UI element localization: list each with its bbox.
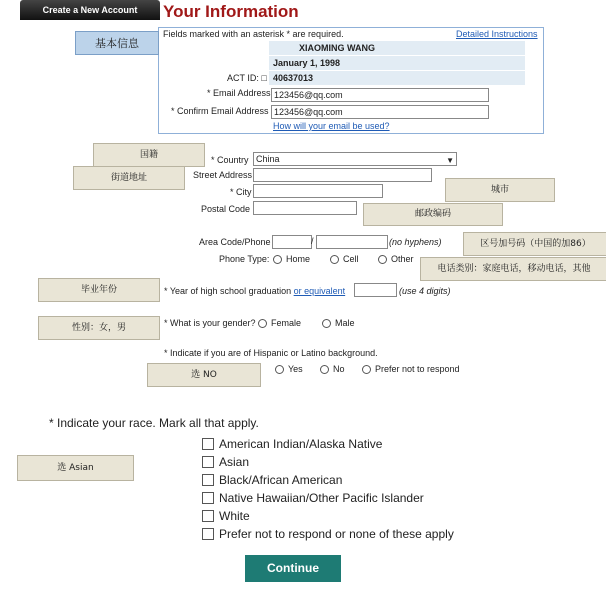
callout-postal: 邮政编码 <box>363 203 503 226</box>
gender-male[interactable] <box>322 318 355 328</box>
name-value: XIAOMING WANG <box>299 43 375 53</box>
race-checkbox-prefer-not[interactable] <box>202 528 214 540</box>
street-label: Street Address <box>193 170 253 180</box>
phone-type-home[interactable] <box>273 254 310 264</box>
option-label: No <box>333 364 345 374</box>
option-label: Female <box>271 318 302 328</box>
phone-type-cell[interactable] <box>330 254 359 264</box>
email-use-link[interactable]: How will your email be used? <box>273 121 390 131</box>
grad-year-label <box>164 286 345 296</box>
confirm-email-field[interactable]: 123456@qq.com <box>271 105 489 119</box>
race-option-american-indian: American Indian/Alaska Native <box>219 437 383 451</box>
race-checkbox-hawaiian[interactable] <box>202 492 214 504</box>
gender-label: * What is your gender? <box>164 318 256 328</box>
hispanic-yes[interactable] <box>275 364 303 374</box>
act-id-label: ACT ID: □ <box>227 73 267 83</box>
callout-race: 选 Asian <box>17 455 134 481</box>
callout-grad-year: 毕业年份 <box>38 278 160 302</box>
race-checkbox-white[interactable] <box>202 510 214 522</box>
option-label: Prefer not to respond <box>375 364 460 374</box>
grad-year-field[interactable] <box>354 283 397 297</box>
area-code-field[interactable] <box>272 235 312 249</box>
option-label: Home <box>286 254 311 264</box>
radio-icon[interactable] <box>378 255 387 264</box>
detailed-instructions-link[interactable]: Detailed Instructions <box>456 29 538 39</box>
act-id-row <box>269 71 525 85</box>
city-label: * City <box>230 187 252 197</box>
page-title: Your Information <box>163 2 299 21</box>
city-field[interactable] <box>253 184 383 198</box>
chevron-down-icon[interactable]: ▼ <box>446 156 454 165</box>
no-hyphens-hint: (no hyphens) <box>389 237 442 247</box>
postal-field[interactable] <box>253 201 357 215</box>
act-id-value: 40637013 <box>273 73 314 83</box>
race-option-prefer-not: Prefer not to respond or none of these apply <box>219 527 454 541</box>
radio-icon[interactable] <box>258 319 267 328</box>
callout-phone-type: 电话类别：家庭电话，移动电话，其他 <box>420 257 606 281</box>
phone-type-other[interactable] <box>378 254 414 264</box>
race-checkbox-asian[interactable] <box>202 456 214 468</box>
radio-icon[interactable] <box>362 365 371 374</box>
postal-label: Postal Code <box>201 204 251 214</box>
continue-button[interactable]: Continue <box>245 555 341 582</box>
create-account-tab[interactable]: Create a New Account <box>20 0 160 20</box>
email-field[interactable]: 123456@qq.com <box>271 88 489 102</box>
callout-basic-info: 基本信息 <box>75 31 159 55</box>
radio-icon[interactable] <box>330 255 339 264</box>
race-option-asian: Asian <box>219 455 250 469</box>
country-label: * Country <box>211 155 249 165</box>
name-row <box>269 41 525 55</box>
callout-hispanic: 选 NO <box>147 363 261 387</box>
dob-value: January 1, 1998 <box>273 58 341 68</box>
country-value: China <box>256 154 280 164</box>
option-label: Yes <box>288 364 303 374</box>
radio-icon[interactable] <box>275 365 284 374</box>
callout-street: 街道地址 <box>73 166 185 190</box>
country-select[interactable] <box>253 152 457 166</box>
area-code-label: Area Code/Phone <box>199 237 271 247</box>
race-label: * Indicate your race. Mark all that apply. <box>49 416 259 430</box>
required-note: Fields marked with an asterisk * are required. <box>163 29 344 39</box>
radio-icon[interactable] <box>273 255 282 264</box>
grad-year-hint: (use 4 digits) <box>399 286 451 296</box>
slash-separator: / <box>311 236 314 246</box>
race-option-white: White <box>219 509 250 523</box>
email-label: * Email Address <box>207 88 271 98</box>
info-panel <box>158 27 544 134</box>
option-label: Other <box>391 254 414 264</box>
race-option-hawaiian: Native Hawaiian/Other Pacific Islander <box>219 491 424 505</box>
race-checkbox-black[interactable] <box>202 474 214 486</box>
equivalent-link[interactable]: or equivalent <box>293 286 346 296</box>
street-field[interactable] <box>253 168 432 182</box>
dob-row <box>269 56 525 70</box>
race-option-black: Black/African American <box>219 473 343 487</box>
radio-icon[interactable] <box>320 365 329 374</box>
callout-country: 国籍 <box>93 143 205 167</box>
gender-female[interactable] <box>258 318 301 328</box>
callout-city: 城市 <box>445 178 555 202</box>
callout-gender: 性别：女，男 <box>38 316 160 340</box>
phone-type-label: Phone Type: <box>219 254 270 264</box>
race-checkbox-american-indian[interactable] <box>202 438 214 450</box>
hispanic-prefer-not[interactable] <box>362 364 460 374</box>
phone-number-field[interactable] <box>316 235 388 249</box>
hispanic-no[interactable] <box>320 364 345 374</box>
grad-year-text: * Year of high school graduation <box>164 286 292 296</box>
option-label: Cell <box>343 254 359 264</box>
callout-area-code: 区号加号码（中国的加86） <box>463 232 606 256</box>
radio-icon[interactable] <box>322 319 331 328</box>
confirm-email-label: * Confirm Email Address <box>171 106 269 116</box>
hispanic-label: * Indicate if you are of Hispanic or Latino background. <box>164 348 378 358</box>
option-label: Male <box>335 318 355 328</box>
